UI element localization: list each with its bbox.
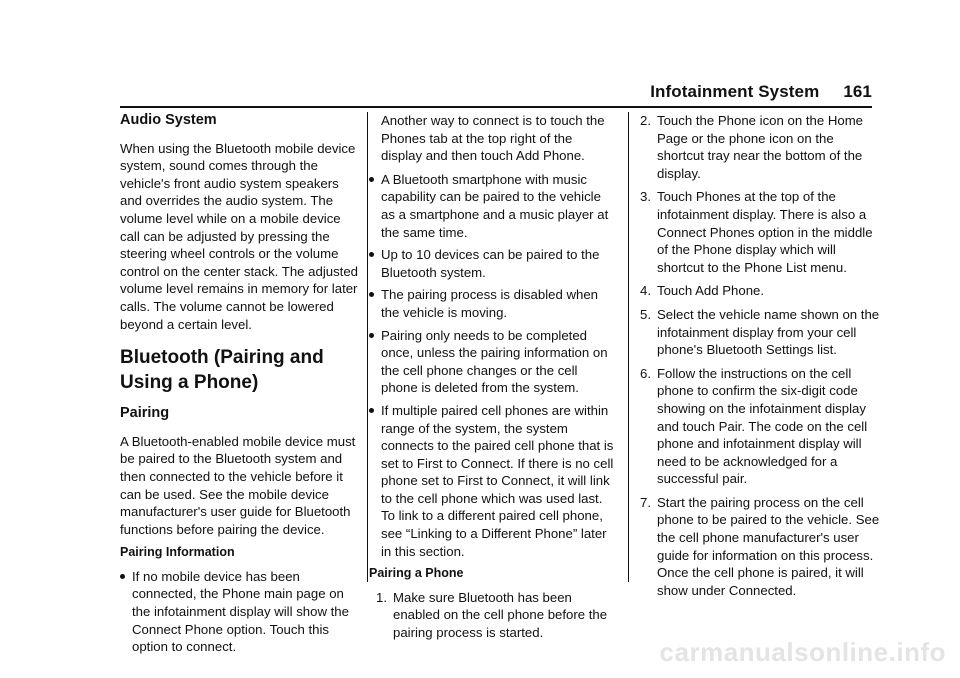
list-item-text: Up to 10 devices can be paired to the Bluetooth system.	[381, 247, 600, 280]
continuation-text: Another way to connect is to touch the Phones tab at the top right of the display and then touch Add Phone.	[381, 113, 605, 164]
step-text: Touch Phones at the top of the infotainment display. There is also a Connect Phones option in the middle of the Phone display which will shortcut to the Phone List menu.	[657, 189, 873, 275]
step-number: 6.	[640, 365, 651, 381]
list-item-text: If multiple paired cell phones are within range of the system, the system connects to the paired cell phone that is set to First to Connect. If there is no cell phone set to First to Connect, it will link to the cell phone which was used last. To link to a different paired cell phone, see “Linking to a Different Phone” later in this section.	[381, 402, 614, 559]
bullet-icon	[369, 333, 374, 338]
list-item	[369, 246, 616, 281]
step-item	[633, 112, 880, 182]
pairing-body: A Bluetooth-enabled mobile device must be paired to the Bluetooth system and then connected to the vehicle before it can be used. See the mobile device manufacturer's user guide for Bluetooth functions before pairing the device.	[120, 433, 356, 537]
column-1	[120, 112, 360, 661]
bullet-icon	[120, 574, 125, 579]
step-text: Follow the instructions on the cell phone to confirm the six-digit code showing on the infotainment display and touch Pair. The code on the cell phone and infotainment display will need to be acknowledged for a successful pair.	[657, 365, 868, 487]
list-item-text: The pairing process is disabled when the vehicle is moving.	[381, 287, 598, 320]
list-item-text: Pairing only needs to be completed once, unless the pairing information on the cell phone changes or the cell phone is deleted from the system.	[381, 327, 608, 396]
step-number: 4.	[640, 283, 651, 299]
step-item	[369, 589, 616, 642]
bluetooth-heading: Bluetooth (Pairing and Using a Phone)	[120, 347, 324, 394]
step-number: 3.	[640, 189, 651, 205]
audio-system-heading: Audio System	[120, 112, 217, 128]
list-item-text: A Bluetooth smartphone with music capability can be paired to the vehicle as a smartphone and a music player at the same time.	[381, 171, 609, 240]
column-3	[633, 112, 880, 605]
column-divider	[628, 112, 629, 582]
list-item	[369, 171, 616, 241]
step-text: Make sure Bluetooth has been enabled on the cell phone before the pairing process is started.	[393, 589, 608, 641]
page-number: 161	[843, 82, 872, 101]
step-text: Start the pairing process on the cell phone to be paired to the vehicle. See the cell phone manufacturer's user guide for information on this process. Once the cell phone is paired, it will show under Connected.	[657, 494, 880, 598]
bullet-icon	[369, 292, 374, 297]
page-header	[650, 82, 872, 102]
column-divider	[367, 112, 368, 582]
step-item	[633, 282, 880, 300]
step-text: Touch Add Phone.	[657, 283, 765, 299]
list-item	[369, 327, 616, 397]
list-item	[369, 402, 616, 560]
pairing-heading: Pairing	[120, 405, 170, 422]
watermark: carmanualsonline.info	[659, 637, 946, 667]
pairing-a-phone-heading: Pairing a Phone	[369, 566, 464, 581]
bullet-icon	[369, 177, 374, 182]
step-number: 7.	[640, 494, 651, 510]
step-item	[633, 188, 880, 276]
step-number: 2.	[640, 113, 651, 128]
section-title: Infotainment System	[650, 82, 820, 101]
step-item	[633, 306, 880, 359]
step-item	[633, 494, 880, 600]
list-item-text: If no mobile device has been connected, the Phone main page on the infotainment display will show the Connect Phone option. Touch this option to connect.	[132, 568, 349, 655]
step-number: 1.	[376, 589, 387, 605]
bullet-icon	[369, 252, 374, 257]
step-number: 5.	[640, 306, 651, 322]
step-text: Touch the Phone icon on the Home Page or the phone icon on the shortcut tray near the bottom of the display.	[657, 113, 864, 181]
step-text: Select the vehicle name shown on the infotainment display from your cell phone's Bluetooth Settings list.	[657, 306, 880, 358]
bullet-icon	[369, 408, 374, 413]
step-item	[633, 365, 880, 488]
header-rule	[120, 106, 872, 108]
audio-system-body: When using the Bluetooth mobile device system, sound comes through the vehicle's front audio system speakers and overrides the audio system. The volume level while on a mobile device call can be adjusted by pressing the steering wheel controls or the volume control on the center stack. The adjusted volume level remains in memory for later calls. The volume cannot be lowered beyond a certain level.	[120, 140, 359, 332]
column-2	[369, 112, 616, 648]
list-item	[369, 286, 616, 321]
pairing-information-heading: Pairing Information	[120, 545, 235, 560]
